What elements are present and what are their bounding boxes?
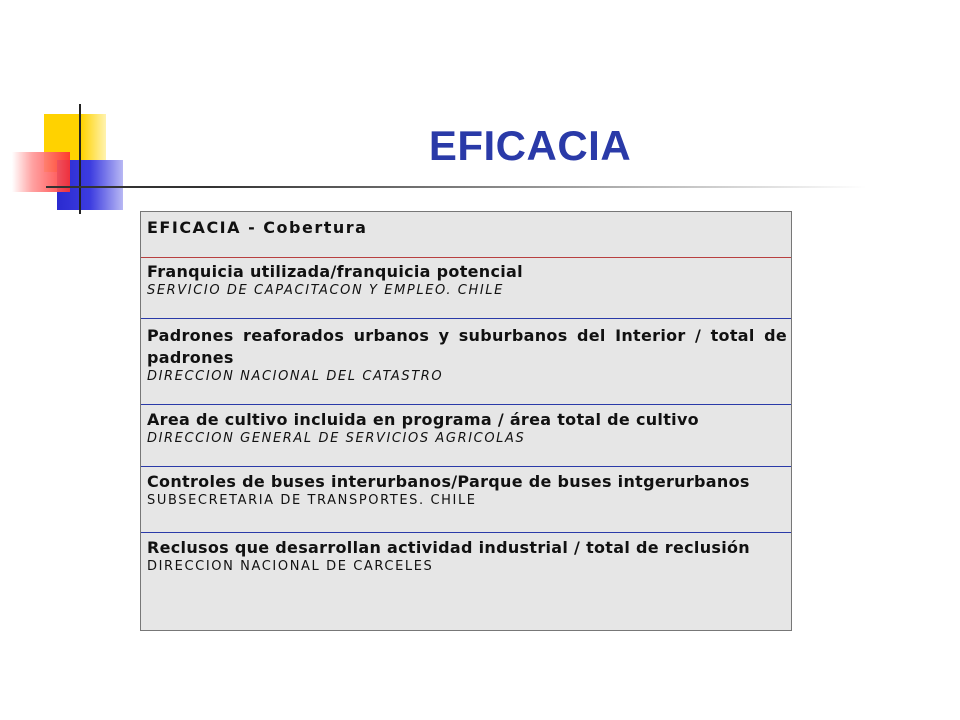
source-text: SERVICIO DE CAPACITACON Y EMPLEO. CHILE — [147, 283, 504, 298]
indicator-text: Padrones reaforados urbanos y suburbanos del Interior / total de padrones — [147, 326, 787, 367]
table-row — [141, 258, 791, 318]
indicator-text: Area de cultivo incluida en programa / área total de cultivo — [147, 410, 699, 429]
indicator-table — [140, 211, 792, 631]
source-text: DIRECCION GENERAL DE SERVICIOS AGRICOLAS — [147, 431, 526, 446]
source-text: DIRECCION NACIONAL DE CARCELES — [147, 559, 434, 574]
table-row — [141, 466, 791, 532]
table-row — [141, 318, 791, 404]
table-header-row — [141, 212, 791, 258]
table-row — [141, 532, 791, 630]
corner-decoration — [0, 0, 140, 230]
source-text: SUBSECRETARIA DE TRANSPORTES. CHILE — [147, 493, 477, 508]
indicator-text: Franquicia utilizada/franquicia potencial — [147, 262, 523, 281]
indicator-text: Reclusos que desarrollan actividad industrial / total de reclusión — [147, 538, 750, 557]
table-header: EFICACIA - Cobertura — [147, 218, 368, 237]
table-row — [141, 404, 791, 466]
indicator-text: Controles de buses interurbanos/Parque de buses intgerurbanos — [147, 472, 750, 491]
source-text: DIRECCION NACIONAL DEL CATASTRO — [147, 369, 444, 384]
title-underline — [46, 186, 866, 188]
slide-title: EFICACIA — [428, 122, 632, 169]
